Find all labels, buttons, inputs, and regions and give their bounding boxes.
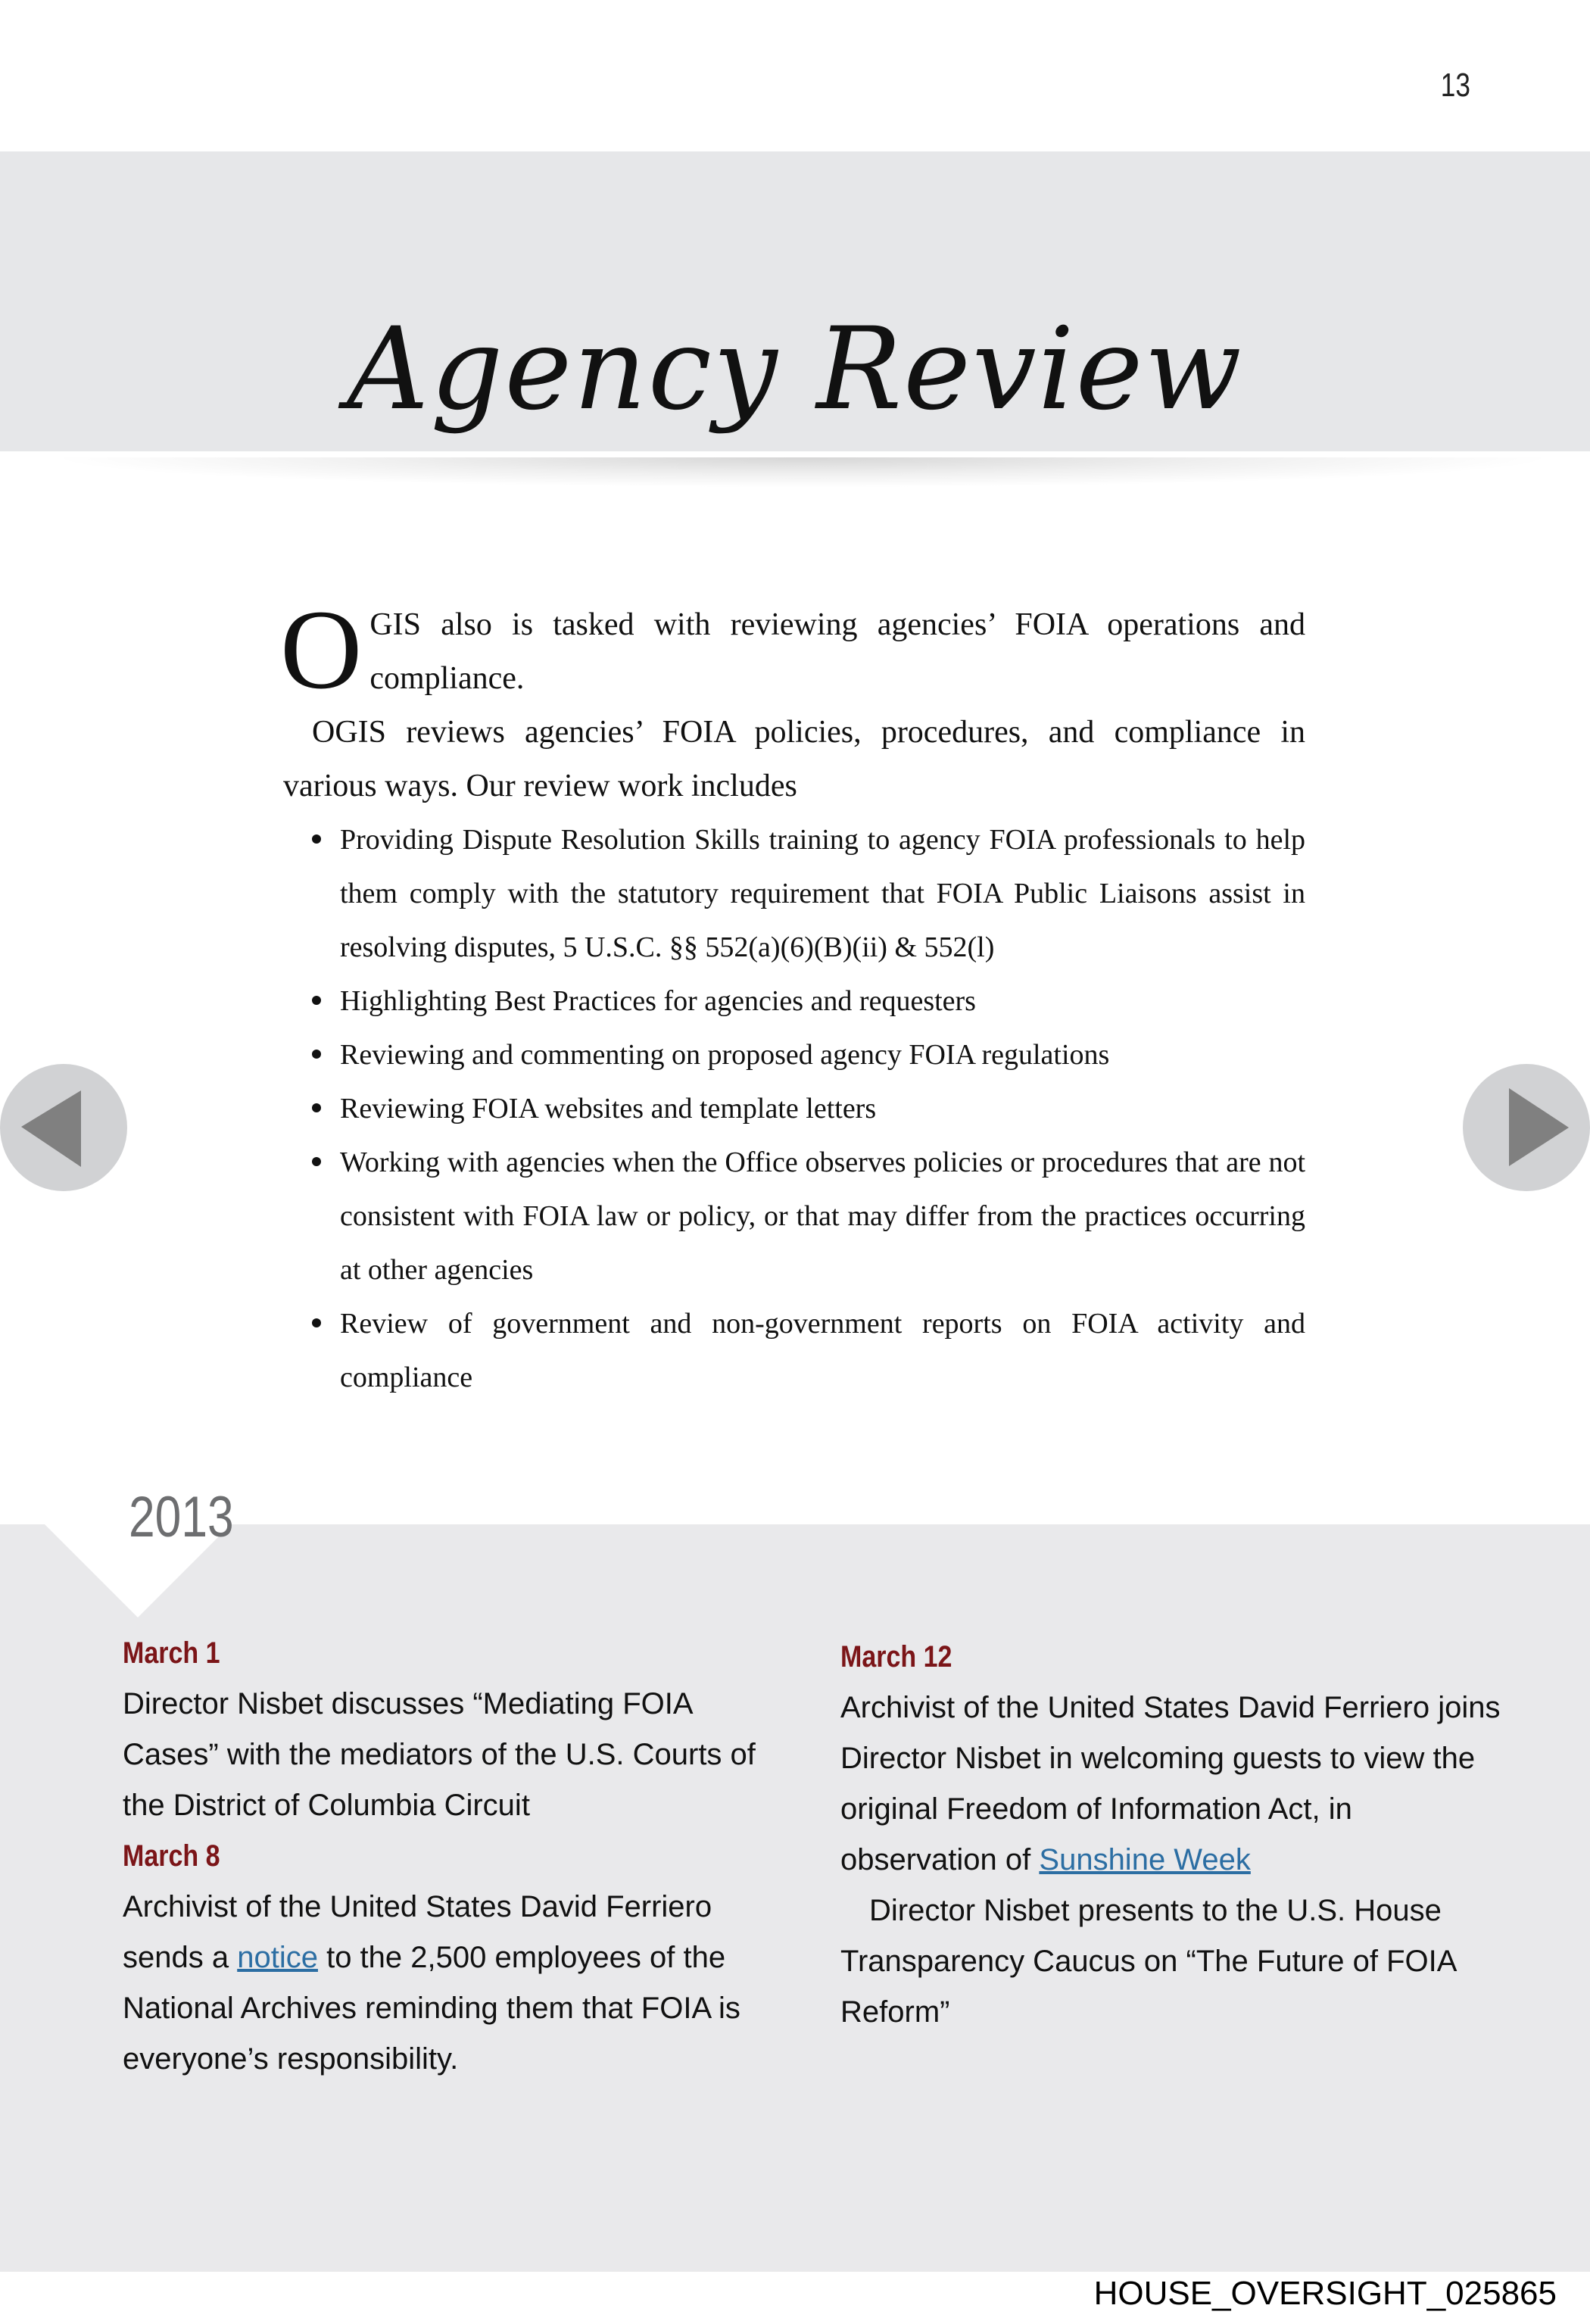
list-item: Providing Dispute Resolution Skills training to agency FOIA professionals to help them comply with the statutory requirement that FOIA Public Liaisons assist in resolving disputes, 5 U.S.C. §§ 552(a)(6)(B)(ii) & 552(l) <box>283 813 1305 975</box>
intro-paragraph-2: OGIS reviews agencies’ FOIA policies, procedures, and compliance in various ways. Our review work includes <box>283 715 1305 803</box>
list-item: Highlighting Best Practices for agencies and requesters <box>283 975 1305 1028</box>
timeline-column-left <box>123 1628 789 2085</box>
event-text: Director Nisbet presents to the U.S. House Transparency Caucus on “The Future of FOIA Reform” <box>840 1894 1456 2029</box>
timeline-column-right <box>840 1632 1507 2038</box>
event-text: Archivist of the United States David Ferriero sends a notice to the 2,500 employees of the National Archives reminding them that FOIA is everyone’s responsibility. <box>123 1890 740 2076</box>
triangle-left-icon <box>0 1064 127 1191</box>
drop-cap: O <box>280 587 363 713</box>
next-page-button[interactable] <box>1463 1064 1590 1191</box>
event-date: March 1 <box>123 1636 220 1670</box>
page-title: Agency Review <box>347 303 1243 435</box>
list-item: Reviewing and commenting on proposed agency FOIA regulations <box>283 1028 1305 1082</box>
review-work-list <box>283 813 1305 1405</box>
bullet-icon <box>312 834 321 844</box>
sunshine-week-link[interactable]: Sunshine Week <box>1039 1843 1251 1876</box>
timeline-year: 2013 <box>129 1485 234 1549</box>
list-item: Reviewing FOIA websites and template letters <box>283 1082 1305 1136</box>
event-text: Director Nisbet discusses “Mediating FOIA Cases” with the mediators of the U.S. Courts of the District of Columbia Circuit <box>123 1687 756 1822</box>
list-item: Working with agencies when the Office observes policies or procedures that are not consistent with FOIA law or policy, or that may differ from the practices occurring at other agencies <box>283 1136 1305 1297</box>
event-date: March 8 <box>123 1839 220 1873</box>
previous-page-button[interactable] <box>0 1064 127 1191</box>
bullet-icon <box>312 1318 321 1327</box>
intro-section <box>280 587 1305 1405</box>
bullet-icon <box>312 996 321 1005</box>
bullet-icon <box>312 1103 321 1112</box>
document-id: HOUSE_OVERSIGHT_025865 <box>1093 2275 1557 2312</box>
page-number: 13 <box>1440 67 1470 104</box>
list-item: Review of government and non-government reports on FOIA activity and compliance <box>283 1297 1305 1405</box>
notice-link[interactable]: notice <box>237 1941 318 1974</box>
banner-shadow <box>45 457 1560 488</box>
event-date: March 12 <box>840 1640 952 1674</box>
intro-paragraph-1: OGIS also is tasked with reviewing agencies’ FOIA operations and compliance. <box>280 587 1305 713</box>
bullet-icon <box>312 1050 321 1059</box>
triangle-right-icon <box>1463 1064 1590 1191</box>
event-text: Archivist of the United States David Ferriero joins Director Nisbet in welcoming guests to view the original Freedom of Information Act, in observation of Sunshine Week <box>840 1691 1501 1876</box>
bullet-icon <box>312 1157 321 1166</box>
